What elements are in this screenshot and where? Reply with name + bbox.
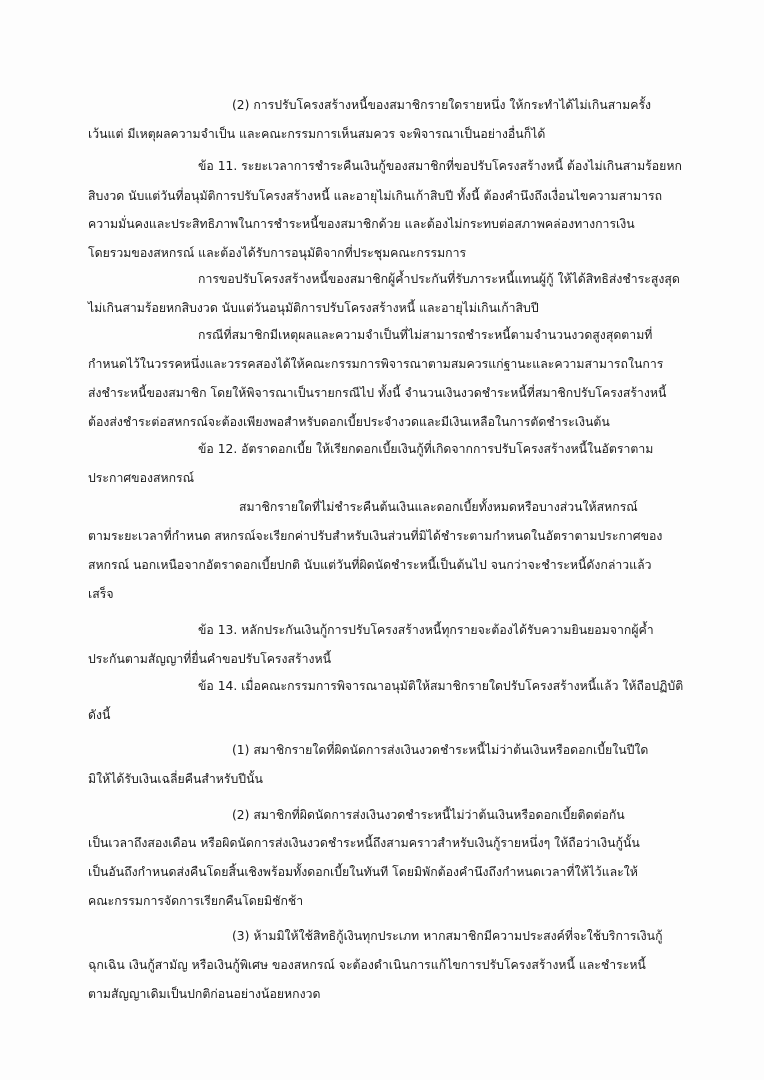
text-line: (2) การปรับโครงสร้างหนี้ของสมาชิกรายใดรายหนึ่ง ให้กระทำได้ไม่เกินสามครั้ง — [232, 98, 652, 112]
text-line: (2) สมาชิกที่ผิดนัดการส่งเงินงวดชำระหนี้ไม่ว่าต้นเงินหรือดอกเบี้ยติดต่อกัน — [232, 808, 625, 822]
text-line: เสร็จ — [88, 587, 114, 601]
text-line: ไม่เกินสามร้อยหกสิบงวด นับแต่วันอนุมัติการปรับโครงสร้างหนี้ และอายุไม่เกินเก้าสิบปี — [88, 301, 539, 315]
text-line: ส่งชำระหนี้ของสมาชิก โดยให้พิจารณาเป็นรายกรณีไป ทั้งนี้ จำนวนเงินงวดชำระหนี้ที่สมาชิกปรับโครงสร้างหนี้ — [88, 386, 667, 400]
text-line: กรณีที่สมาชิกมีเหตุผลและความจำเป็นที่ไม่สามารถชำระหนี้ตามจำนวนงวดสูงสุดตามที่ — [198, 328, 653, 342]
text-line: มิให้ได้รับเงินเฉลี่ยคืนสำหรับปีนั้น — [88, 772, 263, 786]
text-line: โดยรวมของสหกรณ์ และต้องได้รับการอนุมัติจากที่ประชุมคณะกรรมการ — [88, 246, 467, 260]
clause-12-heading: ข้อ 12. อัตราดอกเบี้ย ให้เรียกดอกเบี้ยเงินกู้ที่เกิดจากการปรับโครงสร้างหนี้ในอัตราตาม — [198, 442, 654, 456]
clause-13-heading: ข้อ 13. หลักประกันเงินกู้การปรับโครงสร้างหนี้ทุกรายจะต้องได้รับความยินยอมจากผู้ค้ำ — [198, 623, 654, 637]
text-line: คณะกรรมการจัดการเรียกคืนโดยมิชักช้า — [88, 894, 304, 908]
text-line: ตามระยะเวลาที่กำหนด สหกรณ์จะเรียกค่าปรับสำหรับเงินส่วนที่มิได้ชำระตามกำหนดในอัตราตามประกาศของ — [88, 529, 663, 543]
clause-14-heading: ข้อ 14. เมื่อคณะกรรมการพิจารณาอนุมัติให้สมาชิกรายใดปรับโครงสร้างหนี้แล้ว ให้ถือปฏิบัติ — [198, 679, 684, 693]
text-line: การขอปรับโครงสร้างหนี้ของสมาชิกผู้ค้ำประกันที่รับภาระหนี้แทนผู้กู้ ให้ได้สิทธิส่งชำระสูงสุด — [198, 272, 680, 286]
text-line: เว้นแต่ มีเหตุผลความจำเป็น และคณะกรรมการเห็นสมควร จะพิจารณาเป็นอย่างอื่นก็ได้ — [88, 127, 546, 141]
text-line: ความมั่นคงและประสิทธิภาพในการชำระหนี้ของสมาชิกด้วย และต้องไม่กระทบต่อสภาพคล่องทางการเงิน — [88, 217, 635, 231]
clause-11-heading: ข้อ 11. ระยะเวลาการชำระคืนเงินกู้ของสมาชิกที่ขอปรับโครงสร้างหนี้ ต้องไม่เกินสามร้อยหก — [198, 159, 682, 173]
text-line: ประกาศของสหกรณ์ — [88, 471, 195, 485]
text-line: ประกันตามสัญญาที่ยื่นคำขอปรับโครงสร้างหนี้ — [88, 652, 332, 666]
text-line: ต้องส่งชำระต่อสหกรณ์จะต้องเพียงพอสำหรับดอกเบี้ยประจำงวดและมีเงินเหลือในการตัดชำระเงินต้น — [88, 415, 610, 429]
text-line: กำหนดไว้ในวรรคหนึ่งและวรรคสองได้ให้คณะกรรมการพิจารณาตามสมควรแก่ฐานะและความสามารถในการ — [88, 357, 664, 371]
text-line: ดังนี้ — [88, 708, 111, 722]
text-line: ฉุกเฉิน เงินกู้สามัญ หรือเงินกู้พิเศษ ของสหกรณ์ จะต้องดำเนินการแก้ไขการปรับโครงสร้างหนี้ และชำระหนี้ — [88, 958, 646, 972]
text-line: สิบงวด นับแต่วันที่อนุมัติการปรับโครงสร้างหนี้ และอายุไม่เกินเก้าสิบปี ทั้งนี้ ต้องคำนึงถึงเงื่อนไขความสามารถ — [88, 189, 663, 203]
text-line: เป็นเวลาถึงสองเดือน หรือผิดนัดการส่งเงินงวดชำระหนี้ถึงสามคราวสำหรับเงินกู้รายหนึ่งๆ ให้ถือว่าเงินกู้นั้น — [88, 836, 640, 850]
text-line: เป็นอันถึงกำหนดส่งคืนโดยสิ้นเชิงพร้อมทั้งดอกเบี้ยในทันที โดยมิพักต้องคำนึงถึงกำหนดเวลาที่ให้ไว้และให้ — [88, 865, 638, 879]
text-line: สหกรณ์ นอกเหนือจากอัตราดอกเบี้ยปกติ นับแต่วันที่ผิดนัดชำระหนี้เป็นต้นไป จนกว่าจะชำระหนี้ดังกล่าวแล้ว — [88, 558, 652, 572]
text-line: สมาชิกรายใดที่ไม่ชำระคืนต้นเงินและดอกเบี้ยทั้งหมดหรือบางส่วนให้สหกรณ์ — [239, 500, 638, 514]
text-line: (1) สมาชิกรายใดที่ผิดนัดการส่งเงินงวดชำระหนี้ไม่ว่าต้นเงินหรือดอกเบี้ยในปีใด — [232, 743, 649, 757]
text-line: ตามสัญญาเดิมเป็นปกติก่อนอย่างน้อยหกงวด — [88, 987, 321, 1001]
text-line: (3) ห้ามมิให้ใช้สิทธิกู้เงินทุกประเภท หากสมาชิกมีความประสงค์ที่จะใช้บริการเงินกู้ — [232, 929, 663, 943]
